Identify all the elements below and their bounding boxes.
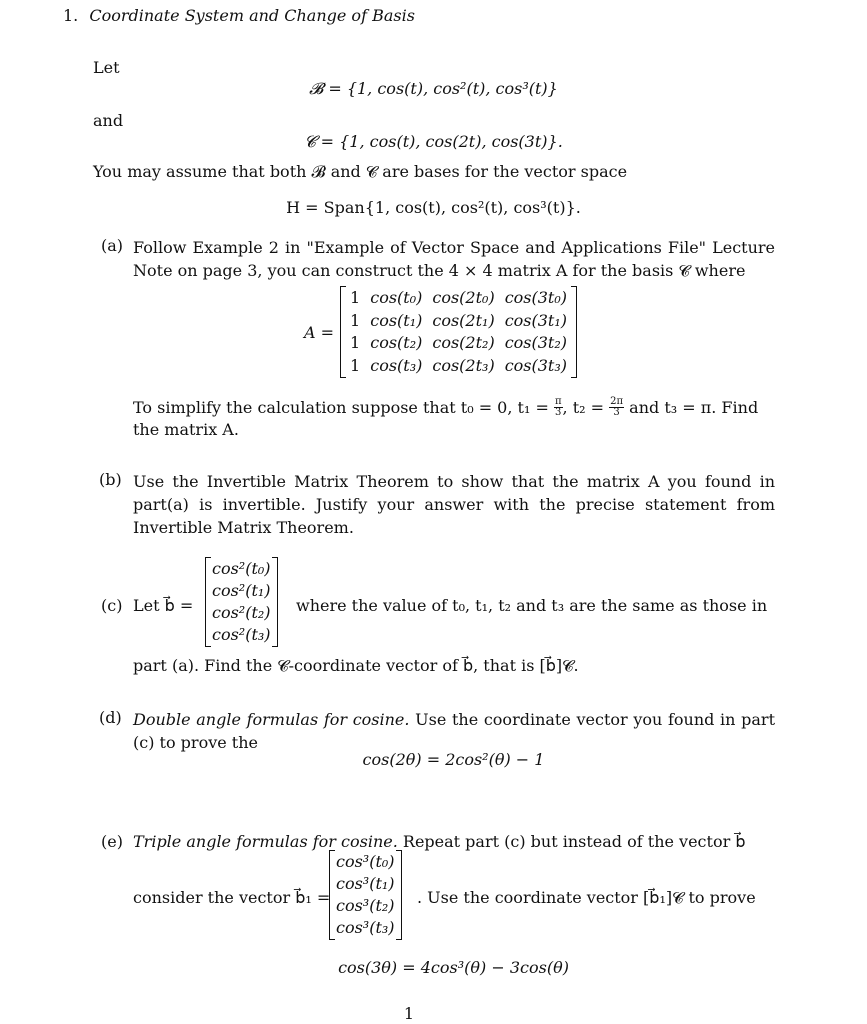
and-label: and [93,111,124,130]
matrix-cell: cos(t₂) [370,333,423,352]
triple-angle-formula: cos(3θ) = 4cos³(θ) − 3cos(θ) [338,958,569,977]
matrix-cell: cos(t₁) [370,310,423,330]
matrix-a-brackets [340,286,577,378]
fraction-numerator: 2π [610,396,624,407]
simplify-text-2: , t₂ = [562,398,610,417]
matrix-cell: cos(2t₀) [432,288,495,307]
simplify-text-4: the matrix A. [133,420,239,439]
matrix-cell: 1 [350,355,361,375]
matrix-cell: 1 [350,333,361,352]
part-c-text-right: where the value of t₀, t₁, t₂ and t₃ are the same as those in [296,596,768,615]
matrix-cell: cos(3t₂) [504,333,567,352]
matrix-row [345,355,572,378]
matrix-a-table [345,287,572,377]
part-e-title: Triple angle formulas for cosine. [133,832,398,851]
vector-b1 [329,850,402,940]
matrix-cell: cos(3t₁) [504,310,567,330]
part-d-text: Use the coordinate vector you found in part (c) to prove the [133,710,775,752]
vector-entry: cos³(t₃) [336,918,395,937]
section-title: Coordinate System and Change of Basis [89,6,415,25]
vector-b1-brackets [329,850,402,940]
part-d-label: (d) [99,708,122,727]
part-b-label: (b) [99,470,122,489]
part-e-text: Repeat part (c) but instead of the vector b⃗ [397,832,746,851]
vector-b1-table [334,851,397,939]
matrix-a [304,286,577,378]
simplify-text-1: To simplify the calculation suppose that t₀ = 0, t₁ = [133,398,554,417]
vector-entry: cos²(t₂) [212,603,271,622]
vector-entry: cos²(t₀) [212,559,271,578]
fraction-2pi-over-3 [609,397,624,418]
simplify-text-3: and t₃ = π. Find [624,398,759,417]
section-heading [63,6,415,25]
part-a-label: (a) [101,236,124,255]
matrix-cell: cos(3t₃) [504,355,567,375]
basis-c-equation: 𝓒 = {1, cos(t), cos(2t), cos(3t)}. [304,132,563,151]
part-c-label: (c) [101,596,123,615]
span-equation: H = Span{1, cos(t), cos²(t), cos³(t)}. [286,198,581,217]
matrix-a-lhs: A = [304,322,335,342]
vector-entry: cos³(t₂) [336,896,395,915]
matrix-cell: cos(2t₁) [432,310,495,330]
page-number: 1 [403,1004,415,1023]
matrix-row [345,287,572,310]
section-number: 1. [63,6,79,25]
vector-entry: cos³(t₁) [336,874,395,893]
fraction-denominator: 3 [613,407,620,418]
part-e-line [133,832,745,851]
fraction-pi-over-3 [554,397,563,418]
part-a-text: Follow Example 2 in "Example of Vector Space and Applications File" Lecture Note on page 3, you can construct the 4 × 4 matrix A for the basis 𝓒 where [133,238,775,280]
fraction-numerator: π [554,396,562,407]
matrix-cell: cos(t₃) [370,355,423,375]
matrix-row [345,310,572,333]
matrix-cell: 1 [350,288,361,307]
fraction-denominator: 3 [555,407,562,418]
part-d-title: Double angle formulas for cosine. [133,710,410,729]
matrix-cell: cos(3t₀) [504,288,567,307]
vector-b-brackets [205,557,278,647]
part-e-use-text: . Use the coordinate vector [b⃗₁]𝓒 to prove [417,888,756,907]
part-d-paragraph [133,708,775,754]
vector-entry: cos²(t₁) [212,581,271,600]
basis-b-equation: 𝓑 = {1, cos(t), cos²(t), cos³(t)} [309,79,558,98]
vector-entry: cos³(t₀) [336,852,395,871]
matrix-cell: 1 [350,310,361,330]
vector-entry: cos²(t₃) [212,625,271,644]
double-angle-formula: cos(2θ) = 2cos²(θ) − 1 [362,750,545,769]
part-e-consider: consider the vector b⃗₁ = [133,888,331,907]
simplify-line [133,397,775,418]
part-c-lhs: Let b⃗ = [133,596,194,615]
part-b-text: Use the Invertible Matrix Theorem to show that the matrix A you found in part(a) is invertible. Justify your answer with the precise statement from Invertible Matrix Theorem. [133,472,775,537]
part-e-label: (e) [101,832,123,851]
matrix-cell: cos(2t₂) [432,333,495,352]
vector-b [205,557,278,647]
matrix-row [345,332,572,355]
vector-b-table [210,558,273,646]
matrix-cell: cos(2t₃) [432,355,495,375]
part-c-text-below: part (a). Find the 𝓒-coordinate vector of b⃗, that is [b⃗]𝓒. [133,656,579,675]
matrix-cell: cos(t₀) [370,288,423,307]
let-label: Let [93,58,120,77]
assume-text: You may assume that both 𝓑 and 𝓒 are bases for the vector space [93,162,628,181]
